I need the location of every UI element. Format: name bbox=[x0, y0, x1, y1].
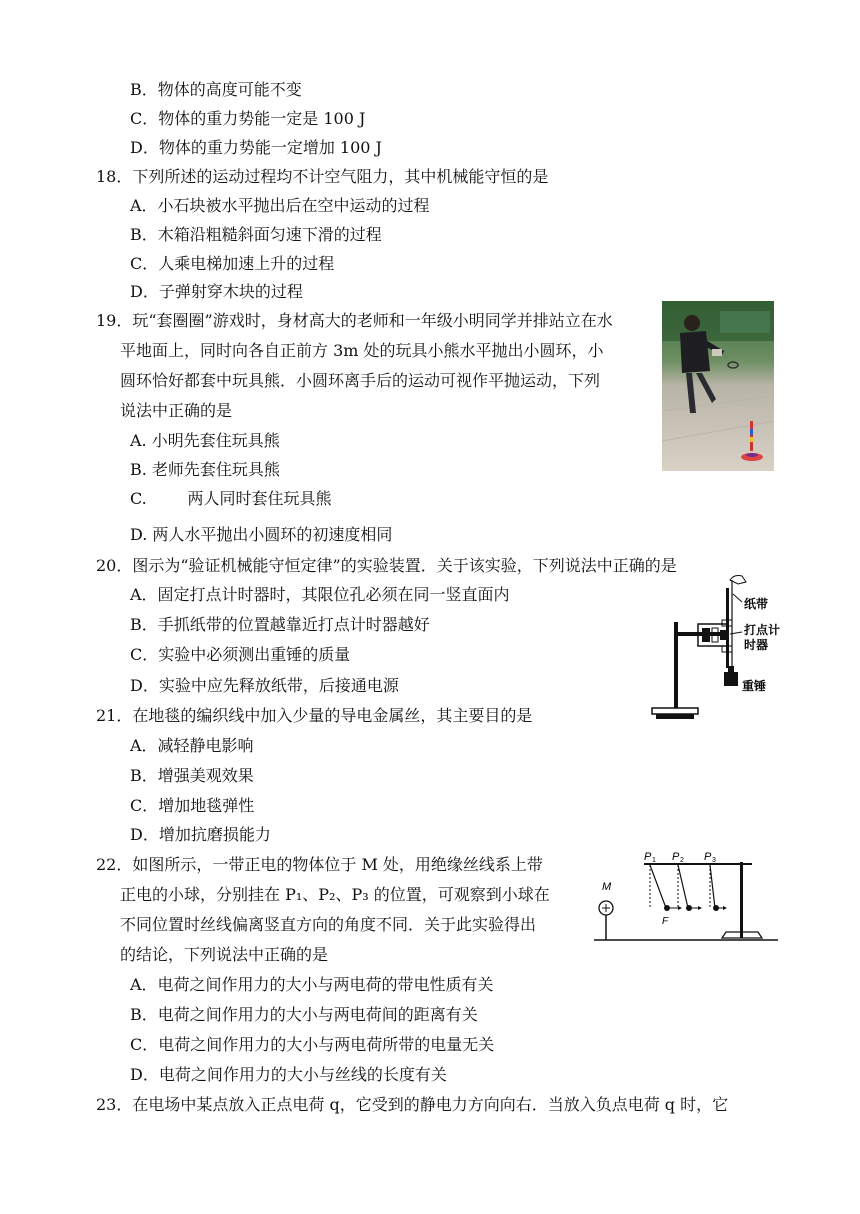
q17-option-d: D．物体的重力势能一定增加 100 J bbox=[130, 138, 382, 157]
q20-option-b: B．手抓纸带的位置越靠近打点计时器越好 bbox=[130, 615, 430, 634]
q20-option-d: D．实验中应先释放纸带，后接通电源 bbox=[130, 676, 399, 695]
q23-stem: 23．在电场中某点放入正点电荷 q，它受到的静电力方向向右．当放入负点电荷 q 时，它 bbox=[96, 1095, 729, 1114]
label-timer-2: 时器 bbox=[744, 638, 769, 652]
label-tape: 纸带 bbox=[744, 597, 769, 611]
q19-stem-line-4: 说法中正确的是 bbox=[120, 401, 233, 420]
q21-stem: 21．在地毯的编织线中加入少量的导电金属丝，其主要目的是 bbox=[96, 706, 533, 725]
q20-option-c: C．实验中必须测出重锤的质量 bbox=[130, 645, 351, 664]
q18-option-c: C．人乘电梯加速上升的过程 bbox=[130, 254, 335, 273]
q22-stem-line-4: 的结论，下列说法中正确的是 bbox=[120, 945, 329, 964]
label-p2-sub: 2 bbox=[680, 857, 684, 864]
q21-option-a: A．减轻静电影响 bbox=[130, 736, 254, 755]
q19-option-b: B. 老师先套住玩具熊 bbox=[130, 460, 280, 479]
label-p1-sub: 1 bbox=[652, 857, 656, 864]
q19-option-d: D. 两人水平抛出小圆环的初速度相同 bbox=[130, 525, 393, 544]
q19-option-c: C. 两人同时套住玩具熊 bbox=[130, 489, 332, 508]
q17-option-b: B．物体的高度可能不变 bbox=[130, 80, 302, 99]
label-timer-1: 打点计 bbox=[744, 623, 781, 637]
label-p3: P bbox=[704, 851, 712, 863]
q19-option-a: A. 小明先套住玩具熊 bbox=[130, 431, 280, 450]
label-m: M bbox=[602, 881, 612, 893]
q18-option-a: A．小石块被水平抛出后在空中运动的过程 bbox=[130, 196, 430, 215]
q22-stem-line-2: 正电的小球，分别挂在 P₁、P₂、P₃ 的位置，可观察到小球在 bbox=[120, 885, 550, 904]
free-fall-apparatus-figure bbox=[646, 570, 786, 726]
q20-option-a: A．固定打点计时器时，其限位孔必须在同一竖直面内 bbox=[130, 585, 510, 604]
q19-stem-line-1: 19．玩“套圈圈”游戏时，身材高大的老师和一年级小明同学并排站立在水 bbox=[96, 311, 613, 330]
ring-toss-photo bbox=[662, 301, 774, 471]
q21-option-b: B．增强美观效果 bbox=[130, 766, 254, 785]
label-p3-sub: 3 bbox=[712, 857, 716, 864]
q22-stem-line-3: 不同位置时丝线偏离竖直方向的角度不同．关于此实验得出 bbox=[120, 915, 537, 934]
q22-option-d: D．电荷之间作用力的大小与丝线的长度有关 bbox=[130, 1065, 447, 1084]
label-p2: P bbox=[672, 851, 680, 863]
q20-stem: 20．图示为“验证机械能守恒定律”的实验装置．关于该实验，下列说法中正确的是 bbox=[96, 556, 677, 575]
q19-stem-line-3: 圆环恰好都套中玩具熊．小圆环离手后的运动可视作平抛运动，下列 bbox=[120, 371, 601, 390]
label-p1: P bbox=[644, 851, 652, 863]
q22-option-a: A．电荷之间作用力的大小与两电荷的带电性质有关 bbox=[130, 975, 494, 994]
q19-stem-line-2: 平地面上，同时向各自正前方 3m 处的玩具小熊水平抛出小圆环，小 bbox=[120, 341, 604, 360]
q18-stem: 18．下列所述的运动过程均不计空气阻力，其中机械能守恒的是 bbox=[96, 167, 549, 186]
label-weight: 重锤 bbox=[742, 679, 767, 693]
q22-stem-line-1: 22．如图所示，一带正电的物体位于 M 处，用绝缘丝线系上带 bbox=[96, 855, 543, 874]
q17-option-c: C．物体的重力势能一定是 100 J bbox=[130, 109, 366, 128]
q22-option-b: B．电荷之间作用力的大小与两电荷间的距离有关 bbox=[130, 1005, 478, 1024]
q18-option-b: B．木箱沿粗糙斜面匀速下滑的过程 bbox=[130, 225, 382, 244]
q18-option-d: D．子弹射穿木块的过程 bbox=[130, 282, 303, 301]
label-f: F bbox=[662, 916, 669, 927]
q22-option-c: C．电荷之间作用力的大小与两电荷所带的电量无关 bbox=[130, 1035, 495, 1054]
coulomb-experiment-figure bbox=[592, 846, 782, 944]
q21-option-c: C．增加地毯弹性 bbox=[130, 796, 255, 815]
q21-option-d: D．增加抗磨损能力 bbox=[130, 825, 271, 844]
